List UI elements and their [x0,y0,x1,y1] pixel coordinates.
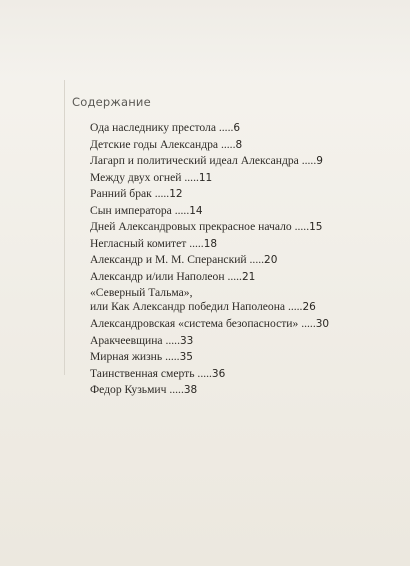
page-number: 14 [189,204,203,217]
margin-rule [64,80,65,375]
page-number: 9 [316,155,323,167]
toc-entry: Дней Александровых прекрасное начало .....15 [90,220,323,233]
contents-heading: Содержание [72,95,151,109]
toc-entry: Лагарп и политический идеал Александра .....9 [90,154,323,167]
toc-entry: Таинственная смерть .....36 [90,366,226,380]
table-of-contents [90,120,390,399]
toc-entry: Ода наследнику престола .....6 [90,121,241,134]
page-number: 36 [211,367,226,380]
toc-entry: Александр и/или Наполеон .....21 [90,269,256,283]
page-number: 6 [233,122,241,134]
toc-entry: Детские годы Александра .....8 [90,137,243,151]
page-number: 30 [315,318,330,330]
toc-entry: Сын императора .....14 [90,203,203,217]
toc-entry: Александр и М. М. Сперанский .....20 [90,253,278,266]
page-number: 38 [183,384,198,396]
page-number: 21 [241,270,256,283]
toc-entry: Федор Кузьмич .....38 [90,383,198,396]
toc-entry: Александровская «система безопасности» .....30 [90,317,330,330]
page-number: 33 [179,334,194,347]
page-number: 26 [302,301,316,313]
page-number: 12 [169,188,183,200]
toc-entry: Негласный комитет .....18 [90,236,218,250]
toc-entry: Аракчеевщина .....33 [90,333,194,347]
page-number: 15 [309,221,323,233]
toc-entry: Мирная жизнь .....35 [90,350,193,363]
page-number: 18 [203,237,218,250]
page-top-band [0,0,410,80]
toc-entry: Между двух огней .....11 [90,170,213,184]
page-number: 20 [264,254,278,266]
toc-entry: Ранний брак .....12 [90,187,183,200]
toc-entry: «Северный Тальма», или Как Александр победил Наполеона .....26 [90,286,316,313]
page-number: 11 [198,171,213,184]
page-number: 8 [235,138,243,151]
page-number: 35 [179,351,193,363]
